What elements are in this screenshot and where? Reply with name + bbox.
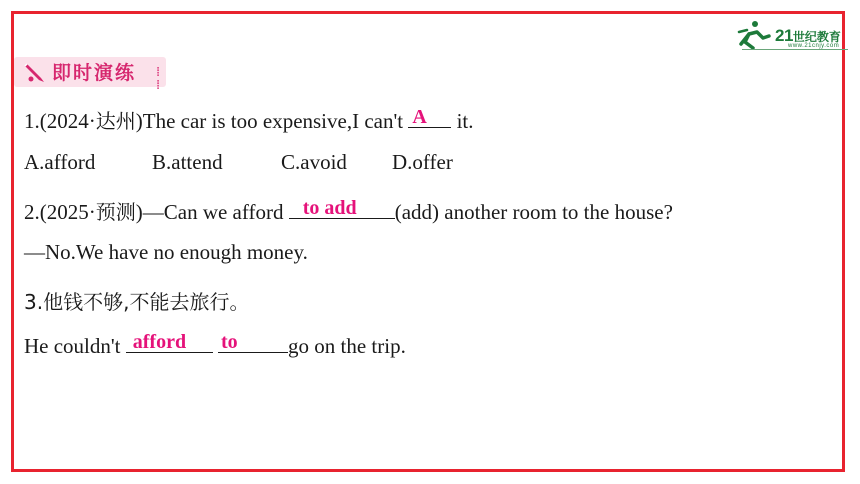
q1-text: )The car is too expensive,I can't	[135, 109, 409, 133]
q1-suffix: it.	[451, 109, 474, 133]
option-b: B.attend	[152, 150, 223, 174]
logo-url: www.21cnjy.com	[788, 43, 840, 49]
option-d: D.offer	[392, 150, 453, 174]
q2-text: )—Can we afford	[135, 200, 289, 224]
q3-answer-1: afford	[132, 331, 187, 353]
logo-sub: 世纪教育	[792, 30, 841, 44]
q1-options	[24, 150, 453, 175]
q3-answer-2: to	[221, 331, 238, 353]
q3-suffix: go on the trip.	[288, 334, 406, 358]
q2-prefix: 2.(2025·	[24, 200, 96, 224]
q3-blank-2	[218, 331, 288, 353]
option-a: A.afford	[24, 150, 96, 174]
tag-arrow-decoration: ⁞ ⁞	[156, 65, 161, 93]
q1-source: 达州	[95, 109, 136, 133]
pencil-icon	[22, 59, 48, 85]
q2-answer: to add	[302, 197, 357, 219]
question-2	[24, 196, 673, 225]
q2-blank	[289, 197, 395, 219]
logo-main: 21	[775, 26, 793, 45]
q1-prefix: 1.(2024·	[24, 109, 96, 133]
question-3	[24, 331, 406, 359]
option-c: C.avoid	[281, 150, 347, 174]
question-1	[24, 105, 474, 134]
q2-reply: —No.We have no enough money.	[24, 240, 308, 264]
q1-answer: A	[412, 106, 427, 128]
q2-suffix: (add) another room to the house?	[394, 200, 673, 224]
section-label: 即时演练	[52, 62, 137, 84]
q2-source: 预测	[95, 200, 136, 224]
q3-blank-1	[126, 331, 213, 353]
logo-underline	[742, 49, 848, 50]
q1-blank	[408, 106, 451, 128]
q3-prompt: 3.他钱不够,不能去旅行。	[24, 290, 250, 314]
q3-prefix: He couldn't	[24, 334, 126, 358]
